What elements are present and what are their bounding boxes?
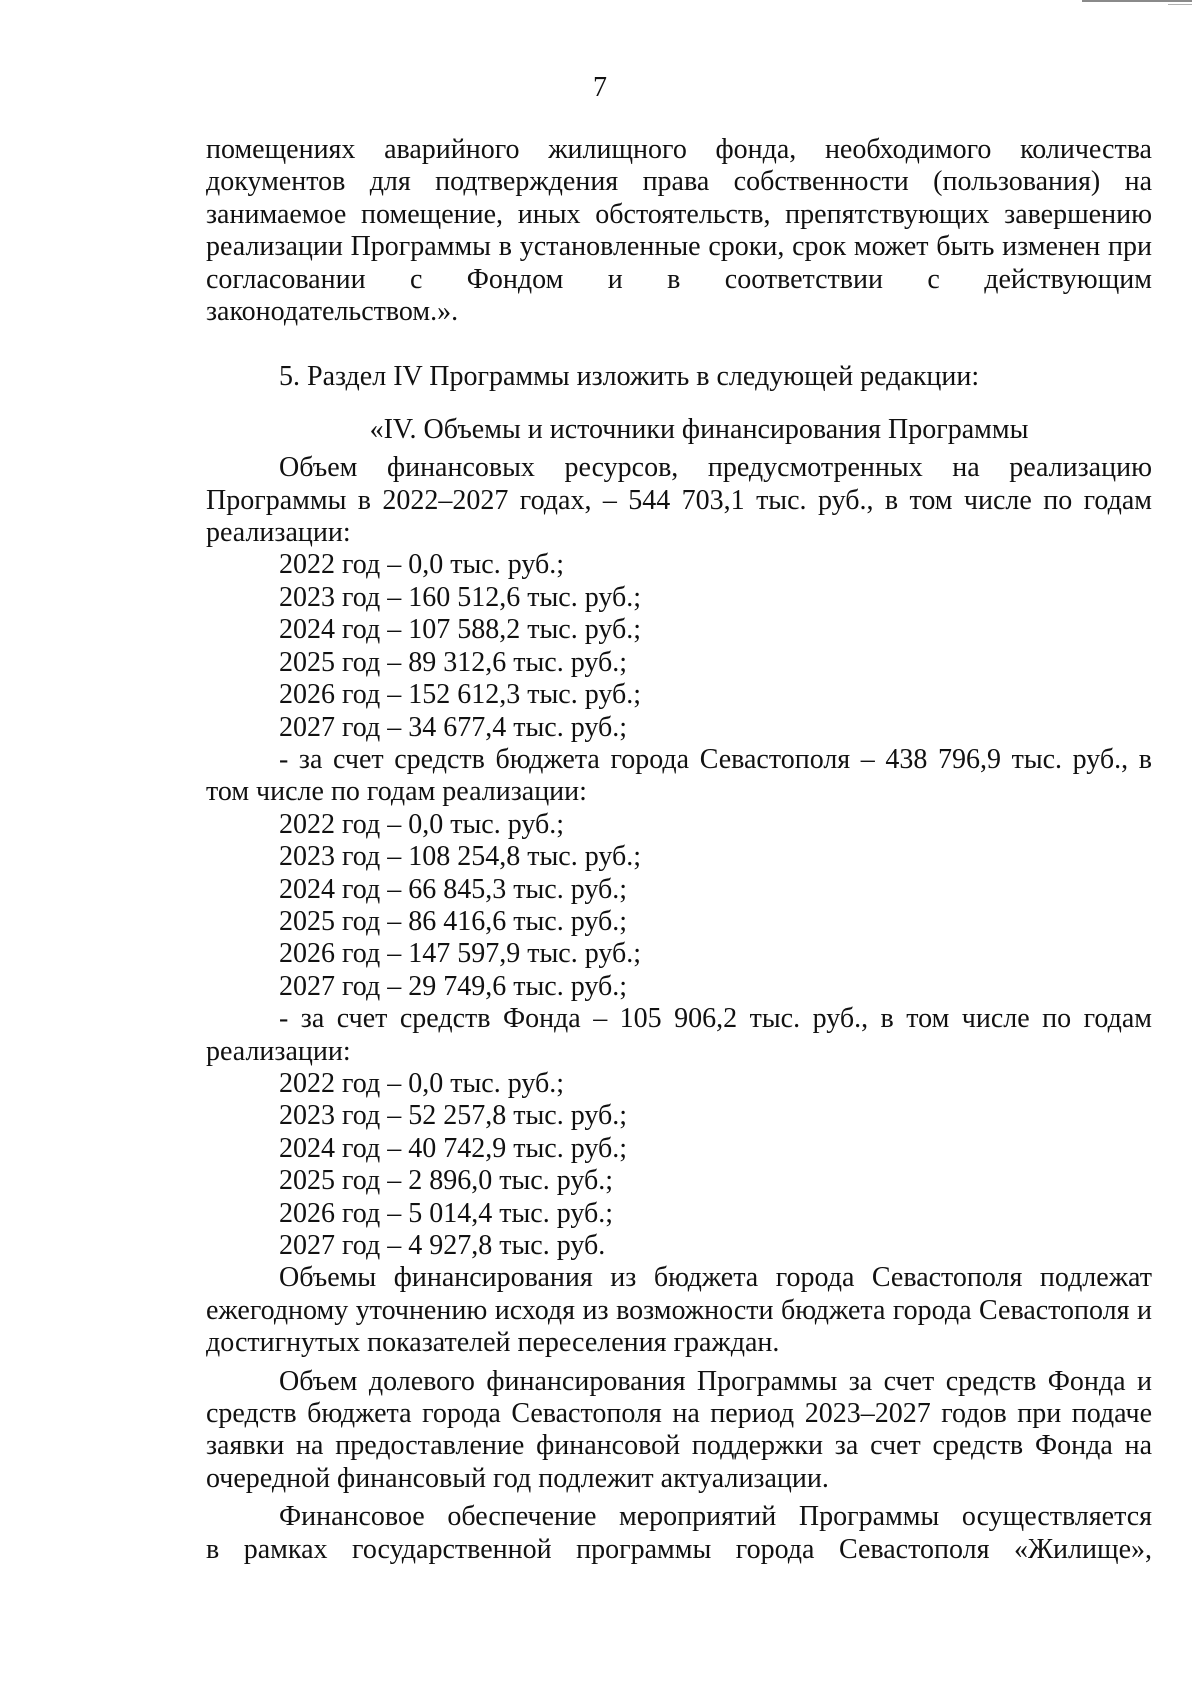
total-financing-paragraph: Объем финансовых ресурсов, предусмотренных на реализацию Программы в 2022–2027 годах, – 544 703,1 тыс. руб., в том числе по годам реализации:: [206, 452, 1152, 549]
list-item: 2026 год – 152 612,3 тыс. руб.;: [279, 679, 641, 711]
list-item: 2026 год – 147 597,9 тыс. руб.;: [279, 938, 641, 970]
list-item: 2025 год – 86 416,6 тыс. руб.;: [279, 905, 627, 937]
fund-paragraph: - за счет средств Фонда – 105 906,2 тыс. руб., в том числе по годам реализации:: [206, 1003, 1152, 1067]
text-line: Финансовое обеспечение мероприятий Программы осуществляется: [279, 1501, 1152, 1533]
list-item: 2022 год – 0,0 тыс. руб.;: [279, 549, 564, 581]
document-body: [206, 134, 1152, 1566]
list-item: 2023 год – 52 257,8 тыс. руб.;: [279, 1100, 627, 1132]
city-budget-paragraph: - за счет средств бюджета города Севастополя – 438 796,9 тыс. руб., в том числе по годам реализации:: [206, 743, 1152, 808]
scan-corner-mark: [1082, 0, 1192, 2]
list-item: 2024 год – 40 742,9 тыс. руб.;: [279, 1132, 627, 1164]
text-line: помещениях аварийного жилищного фонда, необходимого количества: [206, 134, 1152, 165]
city-years-list: [206, 809, 1152, 1003]
list-item: 2024 год – 107 588,2 тыс. руб.;: [279, 614, 641, 646]
list-item: 2023 год – 160 512,6 тыс. руб.;: [279, 581, 641, 613]
list-item: 2026 год – 5 014,4 тыс. руб.;: [279, 1197, 613, 1229]
text-line: занимаемое помещение, иных обстоятельств, препятствующих завершению: [206, 198, 1152, 230]
final-paragraph: [206, 1501, 1152, 1566]
continuation-paragraph: [206, 134, 1152, 328]
list-item: 2025 год – 2 896,0 тыс. руб.;: [279, 1165, 613, 1197]
list-item: 2027 год – 4 927,8 тыс. руб.: [279, 1230, 606, 1261]
list-item: 2027 год – 34 677,4 тыс. руб.;: [279, 711, 627, 743]
budget-note-paragraph: Объемы финансирования из бюджета города Севастополя подлежат ежегодному уточнению исходя из возможности бюджета города Севастополя и достигнутых показателей переселения граждан.: [206, 1262, 1152, 1359]
text-line: законодательством.».: [206, 296, 459, 328]
text-line: согласовании с Фондом и в соответствии с действующим: [206, 263, 1152, 295]
list-item: 2025 год – 89 312,6 тыс. руб.;: [279, 646, 627, 678]
fund-years-list: [206, 1068, 1152, 1262]
list-item: 2027 год – 29 749,6 тыс. руб.;: [279, 970, 627, 1002]
list-item: 2022 год – 0,0 тыс. руб.;: [279, 1067, 564, 1099]
section-title: «IV. Объемы и источники финансирования Программы: [369, 413, 1029, 445]
item-5-paragraph: 5. Раздел IV Программы изложить в следующей редакции:: [279, 361, 980, 393]
share-note-paragraph: Объем долевого финансирования Программы за счет средств Фонда и средств бюджета города Севастополя на период 2023–2027 годов при подаче заявки на предоставление финансовой поддержки за счет средств Фонда на очередной финансовый год подлежит актуализации.: [206, 1365, 1152, 1494]
text-line: документов для подтверждения права собственности (пользования) на: [206, 166, 1152, 198]
list-item: 2023 год – 108 254,8 тыс. руб.;: [279, 841, 641, 873]
total-years-list: [206, 549, 1152, 743]
page-number: 7: [593, 72, 607, 103]
list-item: 2022 год – 0,0 тыс. руб.;: [279, 808, 564, 840]
text-line: реализации Программы в установленные сроки, срок может быть изменен при: [206, 231, 1152, 263]
text-line: в рамках государственной программы города Севастополя «Жилище»,: [206, 1533, 1152, 1565]
list-item: 2024 год – 66 845,3 тыс. руб.;: [279, 873, 627, 905]
scan-corner-mark: [1168, 4, 1192, 5]
